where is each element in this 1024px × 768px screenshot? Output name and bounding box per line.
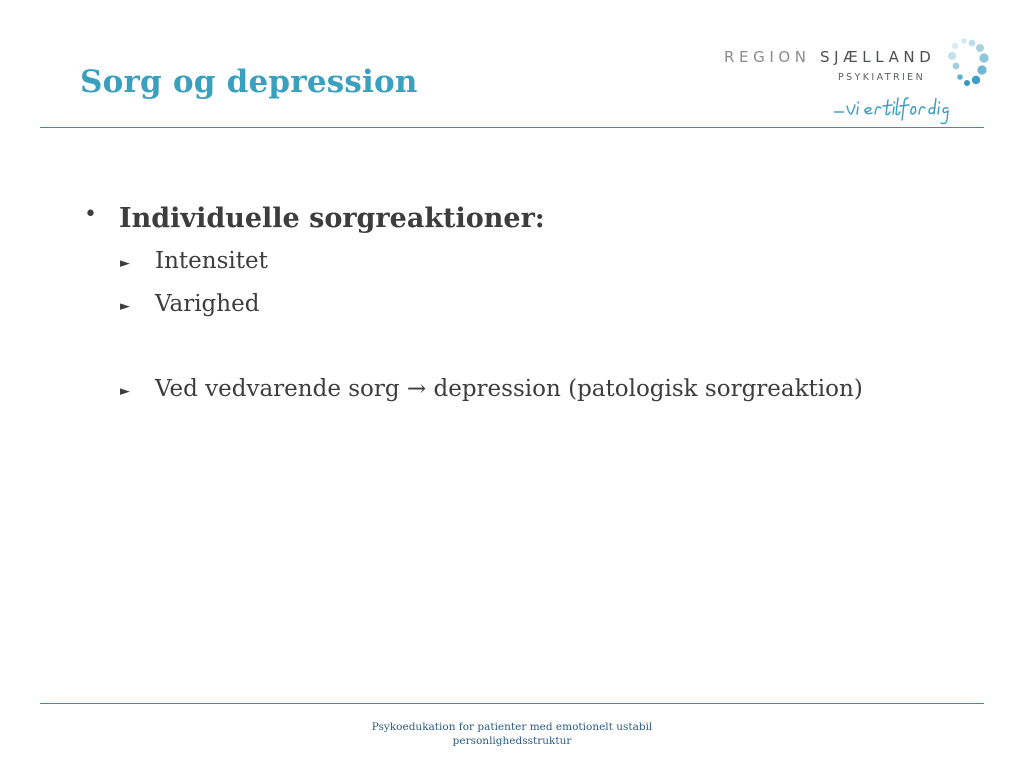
sub-bullet-item xyxy=(80,246,980,289)
logo-tagline-signature xyxy=(830,90,954,126)
logo-region-text xyxy=(724,48,935,66)
bullet-heading xyxy=(80,200,980,246)
region-sjaelland-logo xyxy=(720,36,990,128)
sub-bullet-item xyxy=(80,289,980,332)
logo-dots-icon xyxy=(946,36,990,96)
bullet-dot-icon: • xyxy=(84,202,97,227)
triangle-bullet-icon: ► xyxy=(120,384,130,399)
footer-line-2: personlighedsstruktur xyxy=(452,735,572,747)
slide-body xyxy=(80,200,980,417)
slide-title: Sorg og depression xyxy=(80,64,418,100)
title-divider xyxy=(40,127,984,128)
logo-region-word: REGION xyxy=(724,48,811,66)
sub-bullet-item xyxy=(80,374,980,417)
footer-line-1: Psykoedukation for patienter med emotionelt ustabil xyxy=(371,721,653,733)
slide-footer xyxy=(0,720,1024,748)
spacer xyxy=(80,332,980,374)
footer-divider xyxy=(40,703,984,704)
logo-subtitle: PSYKIATRIEN xyxy=(838,72,926,83)
sub-bullet-text: Varighed xyxy=(155,291,260,317)
triangle-bullet-icon: ► xyxy=(120,299,130,314)
sub-bullet-text: Intensitet xyxy=(155,248,268,274)
bullet-heading-text: Individuelle sorgreaktioner: xyxy=(119,203,545,234)
logo-region-name: SJÆLLAND xyxy=(819,48,936,66)
sub-bullet-text: Ved vedvarende sorg → depression (patologisk sorgreaktion) xyxy=(155,376,863,402)
triangle-bullet-icon: ► xyxy=(120,256,130,271)
